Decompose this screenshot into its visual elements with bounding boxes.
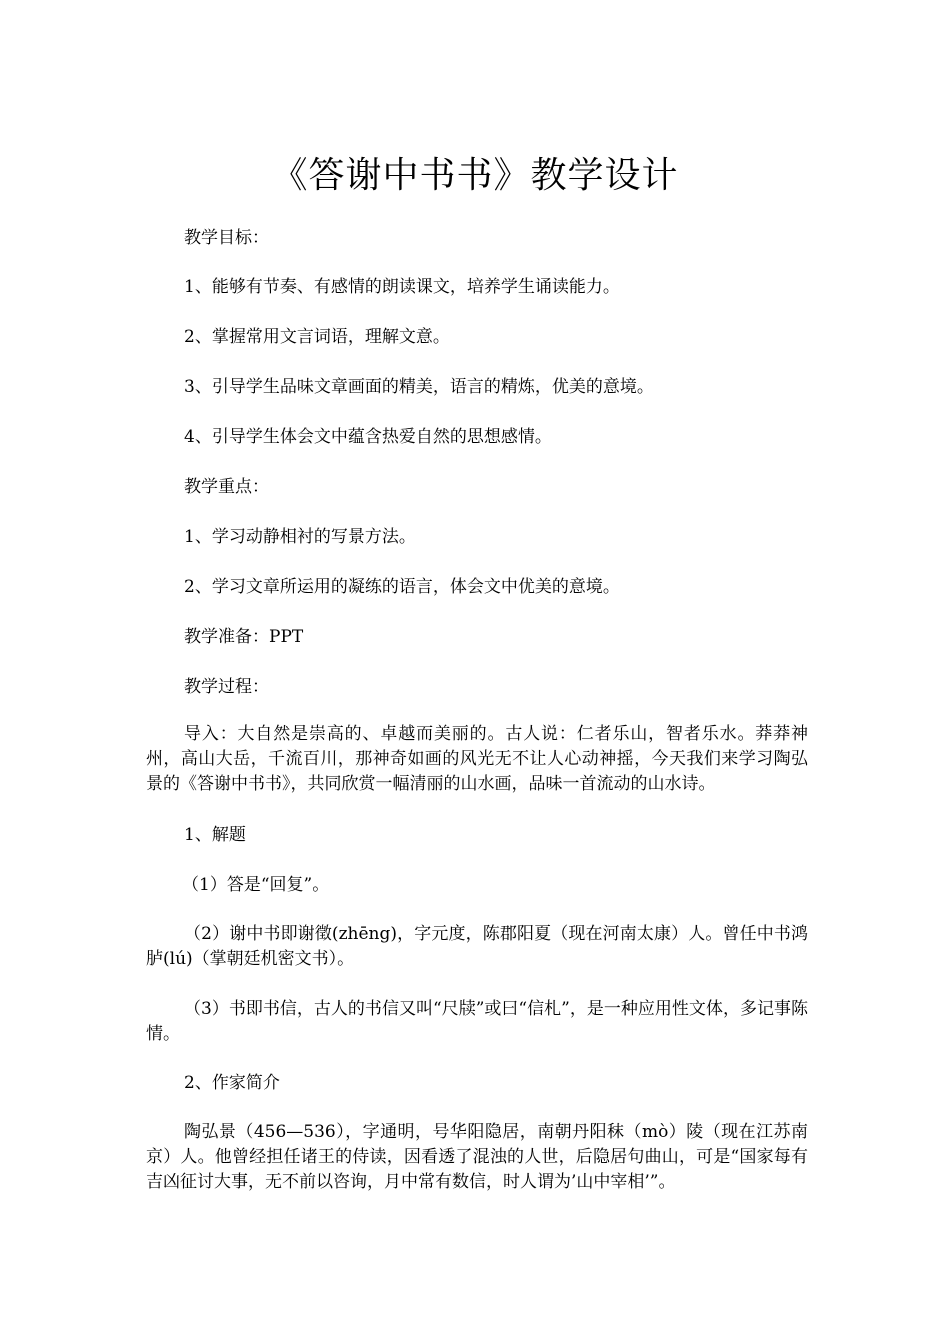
goal-item-2: 2、掌握常用文言词语，理解文意。 bbox=[184, 327, 450, 347]
preparation-line: 教学准备：PPT bbox=[184, 627, 304, 647]
focus-heading: 教学重点： bbox=[184, 477, 269, 497]
note-2: （2）谢中书即谢徵(zhēng)，字元度，陈郡阳夏（现在河南太康）人。曾任中书鸿胪(lú)（掌朝廷机密文书）。 bbox=[146, 924, 808, 969]
note-3: （3）书即书信，古人的书信又叫“尺牍”或曰“信札”，是一种应用性文体，多记事陈情。 bbox=[146, 999, 808, 1044]
goal-item-4: 4、引导学生体会文中蕴含热爱自然的思想感情。 bbox=[184, 427, 552, 447]
section-1-heading: 1、解题 bbox=[184, 825, 246, 845]
author-paragraph: 陶弘景（456—536），字通明，号华阳隐居，南朝丹阳秣（mò）陵（现在江苏南京）人。他曾经担任诸王的侍读，因看透了混浊的人世，后隐居句曲山，可是“国家每有吉凶征讨大事，无不前以咨询，月中常有数信，时人谓为’山中宰相’”。 bbox=[146, 1122, 808, 1192]
process-heading: 教学过程： bbox=[184, 677, 269, 697]
goal-item-3: 3、引导学生品味文章画面的精美，语言的精炼，优美的意境。 bbox=[184, 377, 654, 397]
section-2-heading: 2、作家简介 bbox=[184, 1073, 280, 1093]
focus-item-1: 1、学习动静相衬的写景方法。 bbox=[184, 527, 416, 547]
focus-item-2: 2、学习文章所运用的凝练的语言，体会文中优美的意境。 bbox=[184, 577, 620, 597]
document-title: 《答谢中书书》教学设计 bbox=[271, 155, 679, 196]
intro-paragraph: 导入：大自然是崇高的、卓越而美丽的。古人说：仁者乐山，智者乐水。莽莽神州，高山大岳，千流百川，那神奇如画的风光无不让人心动神摇，今天我们来学习陶弘景的《答谢中书书》，共同欣赏一幅清丽的山水画，品味一首流动的山水诗。 bbox=[146, 724, 808, 794]
goals-heading: 教学目标： bbox=[184, 228, 269, 248]
note-1: （1）答是“回复”。 bbox=[182, 875, 330, 895]
goal-item-1: 1、能够有节奏、有感情的朗读课文，培养学生诵读能力。 bbox=[184, 277, 620, 297]
